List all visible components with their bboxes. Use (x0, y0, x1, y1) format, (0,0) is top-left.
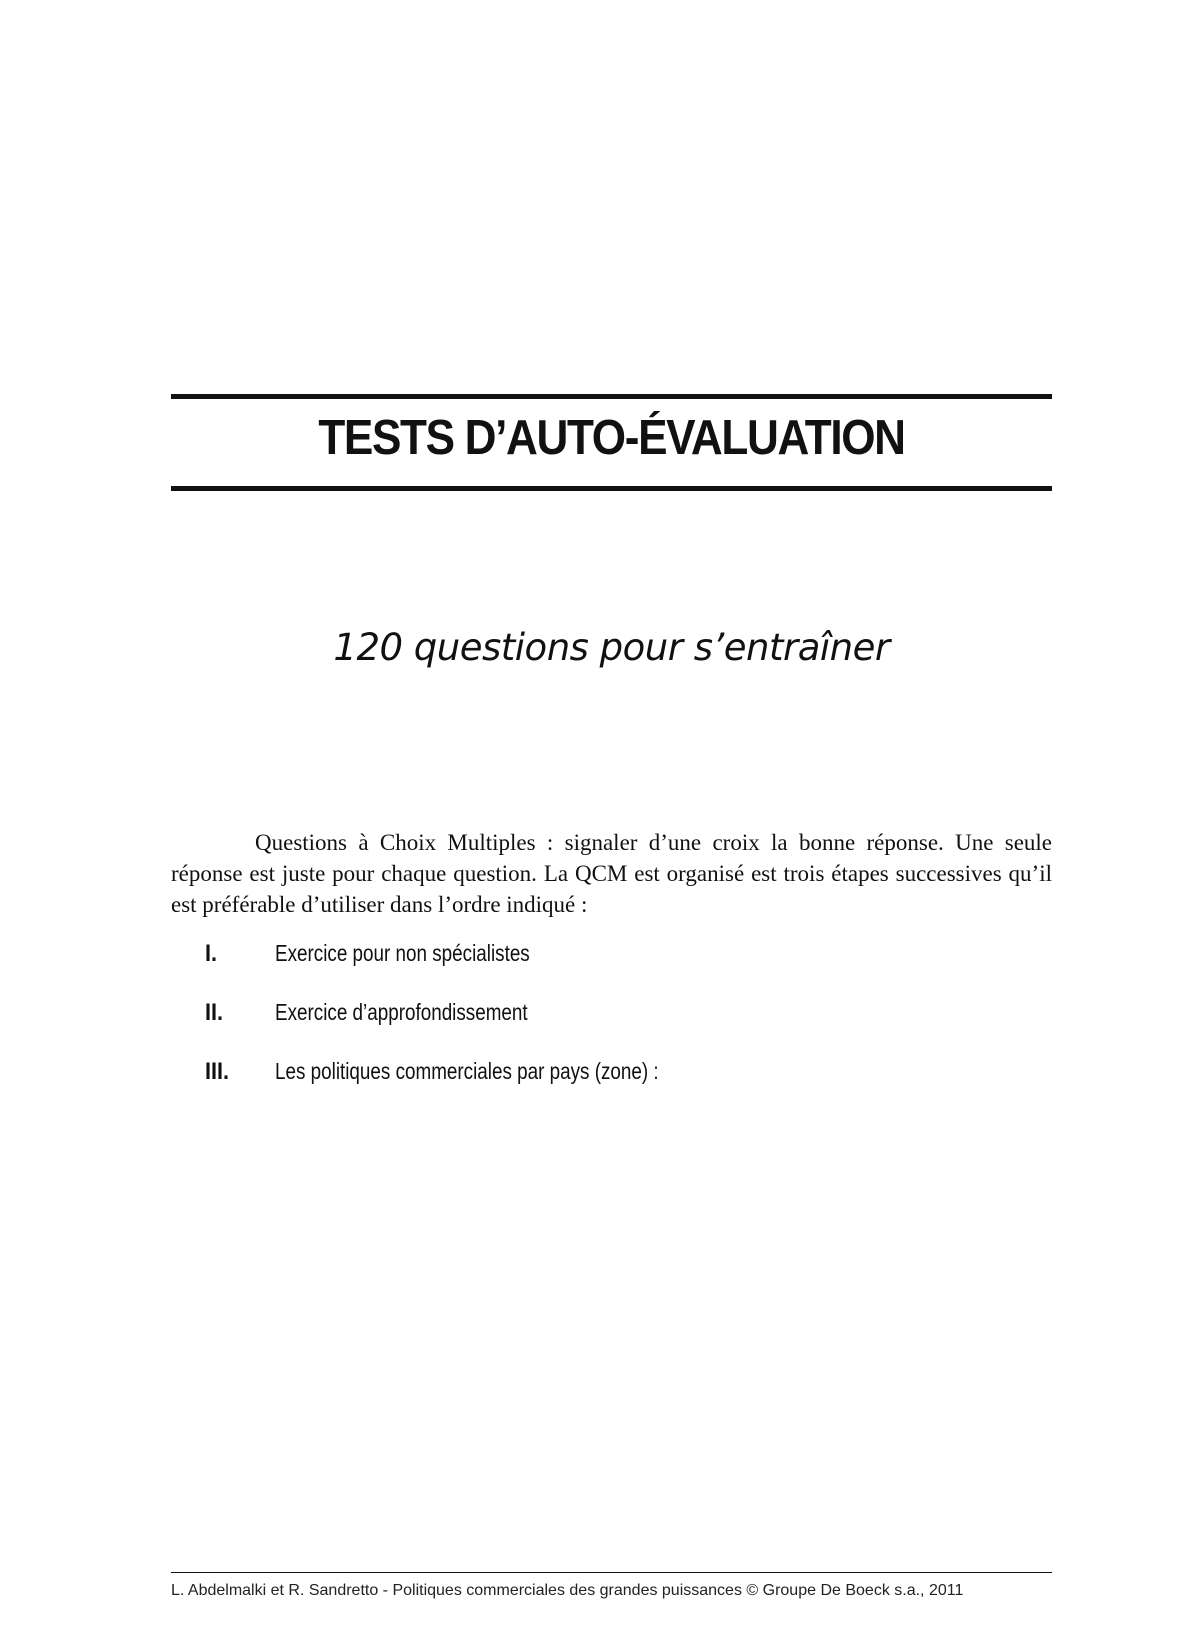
steps-list (205, 940, 743, 1117)
step-number: II. (205, 999, 224, 1026)
step-item-1 (205, 940, 743, 999)
step-label: Exercice pour non spécialistes (275, 940, 530, 966)
step-label: Les politiques commerciales par pays (zone) : (275, 1058, 659, 1084)
footer-rule (171, 1572, 1052, 1573)
title-top-rule (171, 394, 1052, 399)
step-number: III. (205, 1058, 230, 1085)
step-label: Exercice d’approfondissement (275, 999, 528, 1025)
step-number: I. (205, 940, 218, 967)
step-item-3 (205, 1058, 743, 1117)
page-footer: L. Abdelmalki et R. Sandretto - Politiques commerciales des grandes puissances © Groupe De Boeck s.a., 2011 (171, 1582, 964, 1599)
page-subtitle: 120 questions pour s’entraîner (333, 626, 890, 669)
step-item-2 (205, 999, 743, 1058)
page-title: TESTS D’AUTO-ÉVALUATION (318, 411, 905, 465)
intro-paragraph: Questions à Choix Multiples : signaler d’une croix la bonne réponse. Une seule réponse est juste pour chaque question. La QCM est organisé est trois étapes successives qu’il est préférable d’utiliser dans l’ordre indiqué : (171, 830, 1052, 917)
title-bottom-rule (171, 486, 1052, 491)
